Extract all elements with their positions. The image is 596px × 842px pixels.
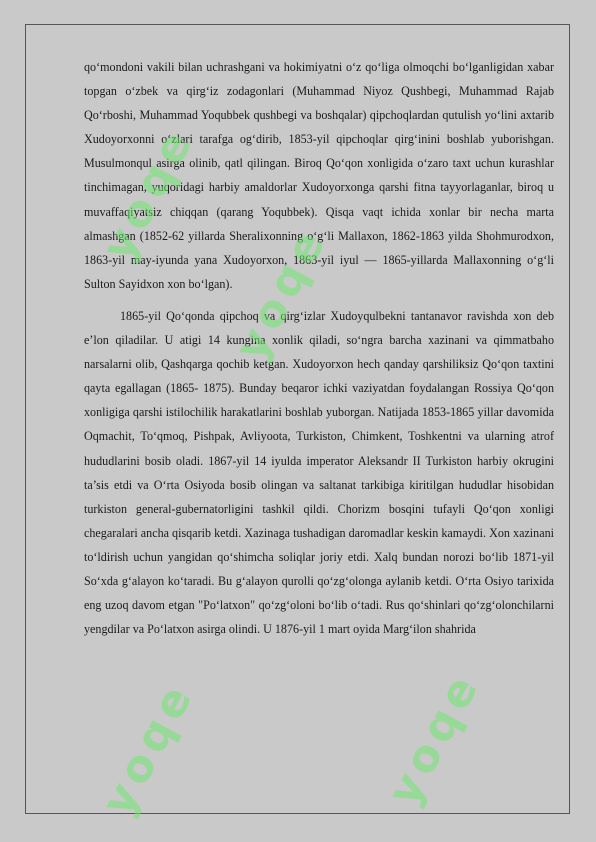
watermark: yoqe (92, 117, 205, 269)
watermark: yoqe (378, 662, 491, 814)
paragraph-2: 1865-yil Qo‘qonda qipchoq va qirg‘izlar Xudoyqulbekni tantanavor ravishda xon deb e’lon qiladilar. U atigi 14 kungina xonlik qiladi, so‘ngra barcha xazinani va qimmatbaho narsalarni olib, Qashqarga qochib ketgan. Xudoyorxon hech qanday qarshiliksiz Qo‘qon taxtini qayta egallagan (1865- 1875). Bunday beqaror ichki vaziyatdan foydalangan Rossiya Qo‘qon xonligiga qarshi istilochilik harakatlarini boshlab yuborgan. Natijada 1853-1865 yillar davomida Oqmachit, To‘qmoq, Pishpak, Avliyoota, Turkiston, Chimkent, Toshkentni va ularning atrof hududlarini bosib oladi. 1867-yil 14 iyulda imperator Aleksandr II Turkiston harbiy okrugini ta’sis etdi va O‘rta Osiyoda bosib olingan va saltanat tarkibiga kiritilgan hududlar hisobidan turkiston general-gubernatorligini tashkil qildi. Chorizm bosqini tufayli Qo‘qon xonligi chegaralari ancha qisqarib ketdi. Xazinaga tushadigan daromadlar keskin kamaydi. Xon xazinani to‘ldirish uchun yangidan qo‘shimcha soliqlar joriy etdi. Xalq bundan norozi bo‘lib 1871-yil So‘xda g‘alayon ko‘taradi. Bu g‘alayon qurolli qo‘zg‘olonga aylanib ketdi. O‘rta Osiyo tarixida eng uzoq davom etgan "Po‘latxon" qo‘zg‘oloni bo‘lib o‘tadi. Rus qo‘shinlari qo‘zg‘olonchilarni yengdilar va Po‘latxon asirga olindi. U 1876-yil 1 mart oyida Marg‘ilon shahrida (84, 308, 554, 637)
document-body (84, 55, 554, 641)
watermark: yoqe (225, 217, 338, 369)
watermark: yoqe (92, 672, 205, 824)
paragraph-1: qo‘mondoni vakili bilan uchrashgani va hokimiyatni o‘z qo‘liga olmoqchi bo‘lganligidan xabar topgan o‘zbek va qirg‘iz zodagonlari (Muhammad Niyoz Qushbegi, Muhammad Rajab Qo‘rboshi, Muhammad Yoqubbek qushbegi va boshqalar) qipchoqlardan qutulish yo‘lini axtarib Xudoyorxonni o‘zlari tarafga og‘dirib, 1853-yil qipchoqlar qirg‘inini boshlab yuborishgan. Musulmonqul asirga olinib, qatl qilingan. Biroq Qo‘qon xonligida o‘zaro taxt uchun kurashlar tinchimagan, yuqoridagi harbiy amaldorlar Xudoyorxonga qarshi fitna tayyorlaganlar, biroq u muvaffaqiyatsiz chiqqan (qarang Yoqubbek). Qisqa vaqt ichida xonlar bir necha marta almashgan (1852-62 yillarda Sheralixonning o‘g‘li Mallaxon, 1862-1863 yilda Shohmurodxon, 1863-yil may-iyunda yana Xudoyorxon, 1863-yil iyul — 1865-yillarda Mallaxonning o‘g‘li Sulton Sayidxon xon bo‘lgan). (84, 60, 554, 291)
